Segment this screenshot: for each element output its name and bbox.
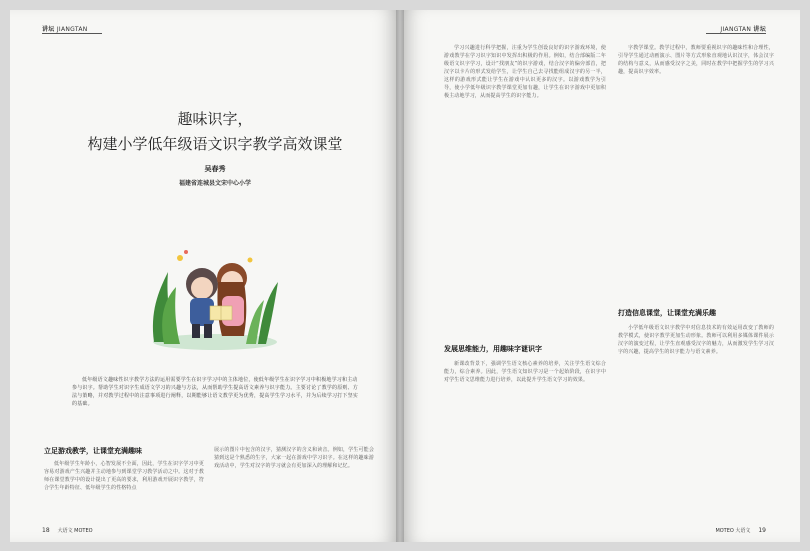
- article-abstract: 低年级语文趣味性识字教学方法的运用需要学生在识字学习中的主体地位，使低年级学生在识字学习中积极地学习和主动参与识字。帮助学生对识字生成语文学习的兴趣与方法，从而帮助学生提高语文素养与识字能力。主要讨论了教学的原则、方法与策略，并对教学过程中的注意事项进行阐释，以期能够让语文教学更为优秀，提高学生学习水平，并为后续学习打下坚实的基础。: [72, 377, 359, 407]
- section-heading-thinking: 发展思维能力，用趣味字谜识字: [444, 345, 542, 353]
- footer-brand: MOTEO 大语文: [715, 528, 751, 534]
- header-rule: [42, 33, 102, 34]
- body-column-1b: 新课改背景下，强调学生语文核心素养的培养，关注学生语文综合能力，综合素养。因此，学生语文知识学习是一个起始阶段，在识字中对学生语文思维能力进行培养，以此提升学生语文学习的效果。: [444, 361, 606, 383]
- body-column-2b: 小学低年级语文识字教学中对信息技术的有效运用改变了教师的教学模式，使识字教学更加生动形象。教师可以利用多媒体课件展示汉字的演变过程，让学生直观感受汉字的魅力，从而激发学生学习汉字的兴趣，提高学生的识字能力与语文素养。: [618, 325, 774, 355]
- header-label: JIANGTAN: [56, 26, 88, 33]
- author-affiliation: 福建省连城县文宋中心小学: [178, 180, 251, 187]
- footer-brand: 大语文 MOTEO: [57, 528, 93, 534]
- author-name: 吴春秀: [204, 165, 226, 173]
- body-column-right: 展示的图片中包含的汉字，猜测汉字的含义和读音。例如，学生可能会猜到这是个熟悉的生字，大家一起在游戏中学习识字。在这样的趣味游戏活动中，学生对汉字的学习就会有更加深入的理解和记忆。: [214, 447, 374, 469]
- running-header: [720, 24, 766, 33]
- body-column-left: 低年级学生年龄小，心智发展不全面，因此，学生在识字学习中更容易对游戏产生兴趣并主动地参与到课堂学习教学活动之中。这对于教师在课堂教学中的设计提出了更高的要求，利用游戏开展识字教学，符合学生年龄特征、低年级学生的性格特点: [44, 461, 204, 491]
- article-title-line2: 构建小学低年级语文识字教学高效课堂: [87, 135, 343, 153]
- section-heading-info-class: 打造信息课堂，让课堂充满乐趣: [618, 309, 716, 317]
- right-page: [400, 10, 800, 542]
- body-column-1: 学习兴趣进行科学把握，注重为学生创设良好的识字游戏环境，使游戏教学在学习识字知识中发挥出积极的作用。例如，结合部编版二年级语文识字学习，设计“找朋友”的识字游戏，结合汉字的偏旁部首，把汉字以卡片的形式发给学生，让学生自己去寻找能组成汉字的另一半，这样的游戏形式能让学生在游戏中认识更多的汉字。以游戏教学为引导，使小学低年级识字教学课堂更加有趣，让学生在识字游戏中更加积极主动地学习，从而提高学生的识字能力。: [444, 45, 606, 99]
- running-header: [42, 24, 88, 33]
- body-column-2: 字教学课堂。教学过程中，教师要重视识字的趣味性和合理性，引导学生通过动画演示、图片等方式形象直观地认识汉字，体会汉字的结构与意义，从而感受汉字之美，同时在教学中把握学生的学习兴趣，提高识字效率。: [618, 45, 774, 75]
- page-number-left: [42, 527, 93, 534]
- header-section-name: 讲坛: [42, 26, 55, 33]
- header-label: JIANGTAN: [720, 26, 752, 33]
- left-page: [10, 10, 400, 542]
- article-title-line1: 趣味识字，: [177, 110, 253, 128]
- page-number-right: [715, 527, 766, 534]
- page-number: 19: [758, 527, 766, 534]
- children-reading-illustration: [140, 232, 290, 352]
- section-heading-game-teaching: 立足游戏教学，让课堂充满趣味: [44, 447, 142, 455]
- page-number: 18: [42, 527, 50, 534]
- book-gutter: [396, 10, 404, 542]
- header-section-name: 讲坛: [753, 26, 766, 33]
- header-rule: [706, 33, 766, 34]
